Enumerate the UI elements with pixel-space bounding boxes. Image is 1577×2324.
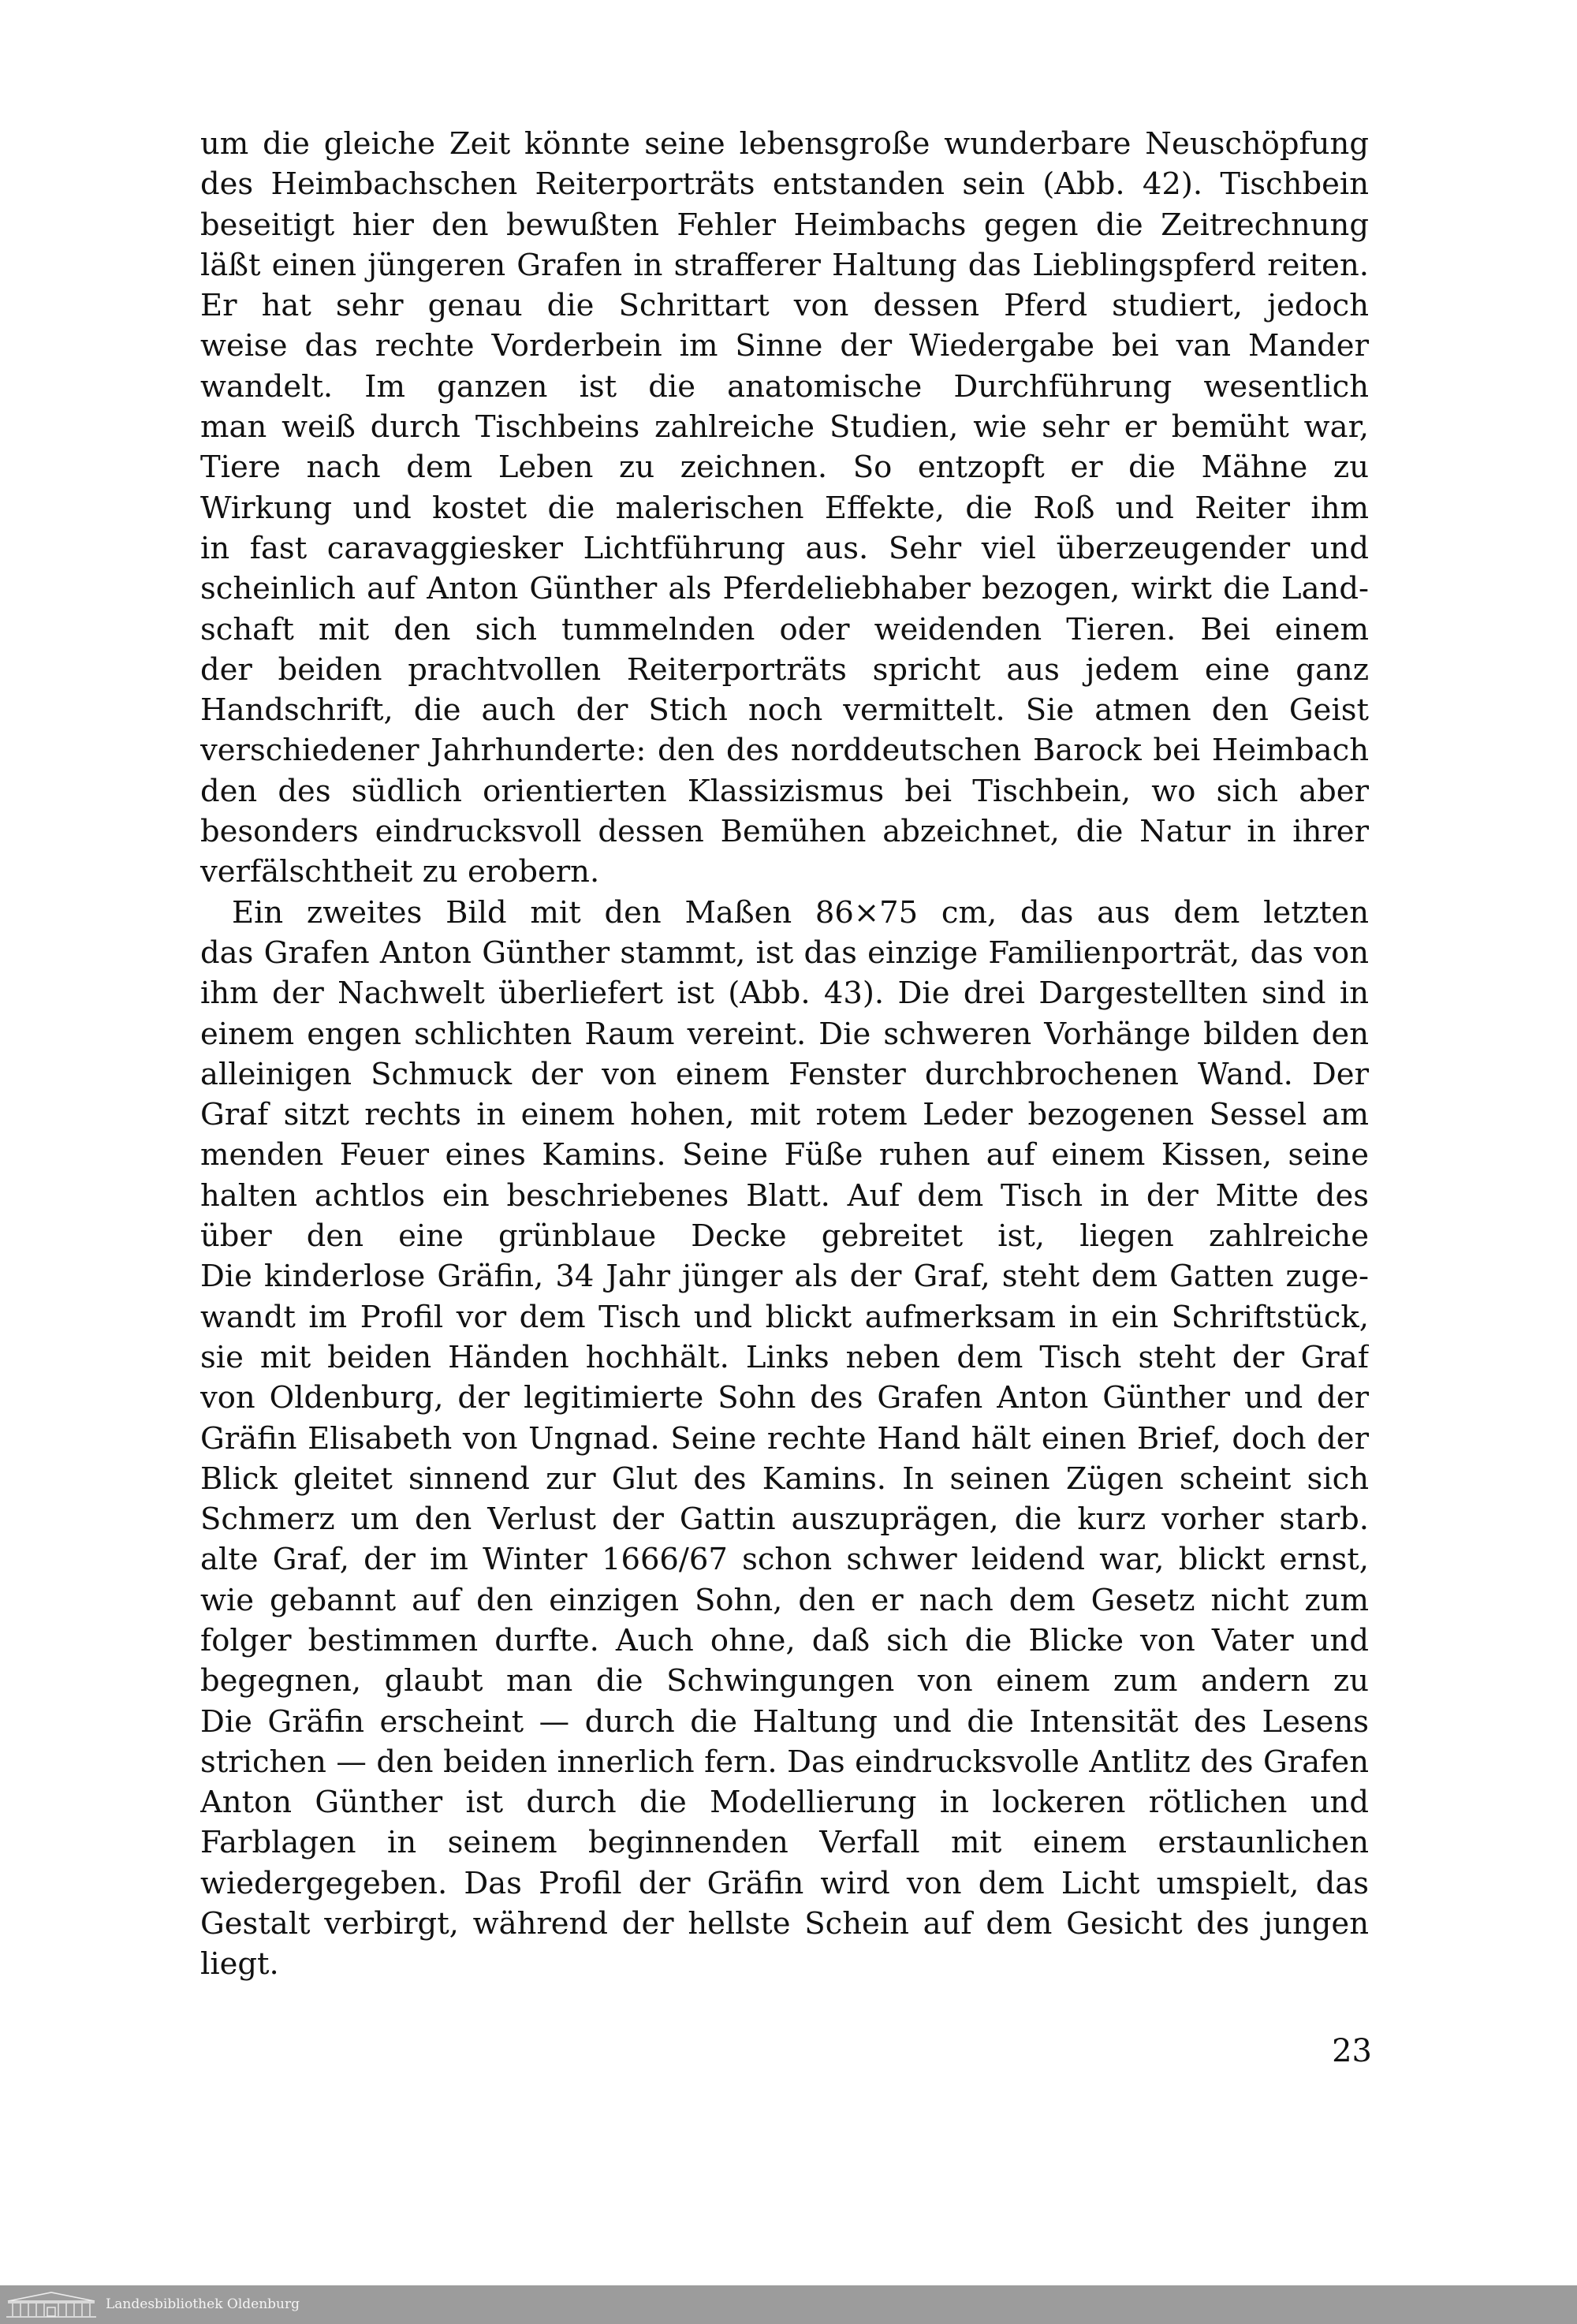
text-line: halten achtlos ein beschriebenes Blatt. Auf dem Tisch in der Mitte des — [200, 1177, 1369, 1214]
text-line: wandt im Profil vor dem Tisch und blickt aufmerksam in ein Schriftstück, — [200, 1299, 1369, 1335]
text-line: schaft mit den sich tummelnden oder weidenden Tieren. Bei einem — [200, 611, 1369, 647]
text-line: Ein zweites Bild mit den Maßen 86×75 cm, das aus dem letzten — [232, 894, 1369, 931]
text-line: der beiden prachtvollen Reiterporträts spricht aus jedem eine ganz — [200, 651, 1369, 688]
text-line: liegt. — [200, 1946, 279, 1983]
text-line: Die Gräfin erscheint — durch die Haltung und die Intensität des Lesens — [200, 1703, 1369, 1740]
text-line: Tiere nach dem Leben zu zeichnen. So entzopft er die Mähne zu — [200, 450, 1369, 486]
text-line: wiedergegeben. Das Profil der Gräfin wird von dem Licht umspielt, das — [200, 1865, 1369, 1901]
page-number: 23 — [1332, 2033, 1372, 2069]
text-line: Gestalt verbirgt, während der hellste Schein auf dem Gesicht des jungen — [200, 1906, 1369, 1942]
text-line: beseitigt hier den bewußten Fehler Heimbachs gegen die Zeitrechnung — [200, 207, 1369, 243]
text-line: den des südlich orientierten Klassizismus bei Tischbein, wo sich aber — [200, 773, 1369, 809]
text-line: Wirkung und kostet die malerischen Effekte, die Roß und Reiter ihm — [200, 490, 1369, 526]
text-line: verschiedener Jahrhunderte: den des norddeutschen Barock bei Heimbach — [200, 733, 1369, 769]
library-building-icon — [5, 2290, 98, 2319]
text-line: strichen — den beiden innerlich fern. Das eindrucksvolle Antlitz des Grafen — [200, 1744, 1369, 1780]
text-line: Farblagen in seinem beginnenden Verfall mit einem erstaunlichen — [200, 1825, 1369, 1861]
text-line: das Grafen Anton Günther stammt, ist das einzige Familienporträt, das von — [200, 934, 1369, 971]
text-line: des Heimbachschen Reiterporträts entstanden sein (Abb. 42). Tischbein — [200, 166, 1369, 203]
text-line: über den eine grünblaue Decke gebreitet ist, liegen zahlreiche — [200, 1218, 1369, 1255]
text-line: weise das rechte Vorderbein im Sinne der Wiedergabe bei van Mander — [200, 328, 1369, 364]
text-line: in fast caravaggiesker Lichtführung aus. Sehr viel überzeugender und — [200, 530, 1369, 566]
text-line: verfälschtheit zu erobern. — [200, 854, 600, 890]
text-line: Die kinderlose Gräfin, 34 Jahr jünger als der Graf, steht dem Gatten zuge- — [200, 1259, 1369, 1295]
text-line: folger bestimmen durfte. Auch ohne, daß sich die Blicke von Vater und — [200, 1622, 1369, 1658]
text-line: wandelt. Im ganzen ist die anatomische Durchführung wesentlich — [200, 368, 1369, 405]
text-line: Er hat sehr genau die Schrittart von dessen Pferd studiert, jedoch — [200, 288, 1369, 324]
text-line: scheinlich auf Anton Günther als Pferdeliebhaber bezogen, wirkt die Land- — [200, 571, 1369, 607]
text-line: Schmerz um den Verlust der Gattin auszuprägen, die kurz vorher starb. — [200, 1501, 1369, 1538]
text-line: wie gebannt auf den einzigen Sohn, den er nach dem Gesetz nicht zum — [200, 1582, 1369, 1618]
text-line: alte Graf, der im Winter 1666/67 schon schwer leidend war, blickt ernst, — [200, 1542, 1369, 1578]
footer-library-name: Landesbibliothek Oldenburg — [106, 2296, 300, 2312]
text-line: Graf sitzt rechts in einem hohen, mit rotem Leder bezogenen Sessel am — [200, 1097, 1369, 1133]
footer-bar — [0, 2285, 1577, 2324]
text-line: man weiß durch Tischbeins zahlreiche Studien, wie sehr er bemüht war, — [200, 409, 1369, 446]
text-line: besonders eindrucksvoll dessen Bemühen abzeichnet, die Natur in ihrer — [200, 814, 1369, 850]
text-line: um die gleiche Zeit könnte seine lebensgroße wunderbare Neuschöpfung — [200, 126, 1369, 162]
text-line: Gräfin Elisabeth von Ungnad. Seine rechte Hand hält einen Brief, doch der — [200, 1420, 1369, 1457]
body-text — [200, 124, 1369, 1985]
text-line: einem engen schlichten Raum vereint. Die schweren Vorhänge bilden den — [200, 1016, 1369, 1052]
text-line: Blick gleitet sinnend zur Glut des Kamins. In seinen Zügen scheint sich — [200, 1460, 1369, 1497]
text-line: Anton Günther ist durch die Modellierung in lockeren rötlichen und — [200, 1785, 1369, 1821]
text-line: begegnen, glaubt man die Schwingungen von einem zum andern zu — [200, 1663, 1369, 1699]
text-line: alleinigen Schmuck der von einem Fenster durchbrochenen Wand. Der — [200, 1056, 1369, 1092]
text-line: von Oldenburg, der legitimierte Sohn des Grafen Anton Günther und der — [200, 1380, 1369, 1416]
text-line: ihm der Nachwelt überliefert ist (Abb. 43). Die drei Dargestellten sind in — [200, 975, 1369, 1012]
text-line: menden Feuer eines Kamins. Seine Füße ruhen auf einem Kissen, seine — [200, 1137, 1369, 1173]
text-line: Handschrift, die auch der Stich noch vermittelt. Sie atmen den Geist — [200, 692, 1369, 729]
text-line: sie mit beiden Händen hochhält. Links neben dem Tisch steht der Graf — [200, 1339, 1369, 1375]
text-line: läßt einen jüngeren Grafen in strafferer Haltung das Lieblingspferd reiten. — [200, 247, 1369, 283]
